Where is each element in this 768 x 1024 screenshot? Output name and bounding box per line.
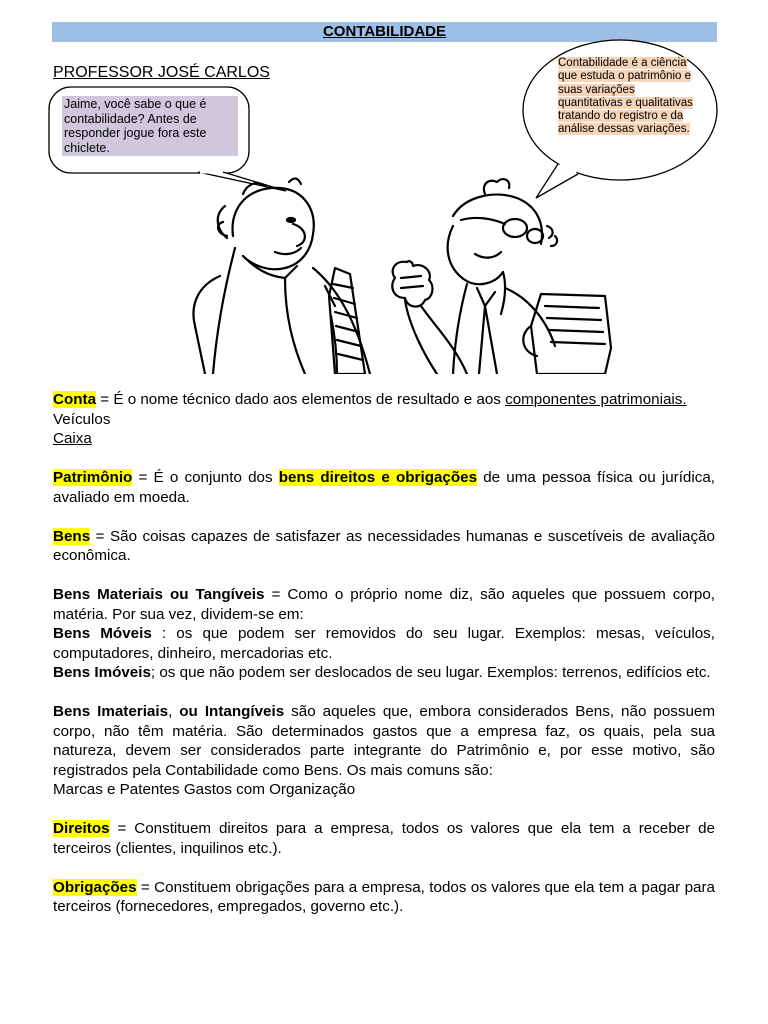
bens-imateriais-paragraph bbox=[53, 702, 715, 780]
obrigacoes-paragraph bbox=[53, 878, 715, 917]
bens-imateriais-examples: Marcas e Patentes Gastos com Organização bbox=[53, 781, 356, 798]
speech-bubble-right bbox=[520, 38, 720, 198]
bubble-right-text bbox=[558, 57, 694, 137]
bens-moveis-paragraph bbox=[53, 624, 715, 663]
bens-text: = São coisas capazes de satisfazer as necessidades humanas e suscetíveis de avaliação econômica. bbox=[53, 527, 715, 564]
direitos-text: = Constituem direitos para a empresa, todos os valores que ela tem a receber de terceiros (clientes, inquilinos etc.). bbox=[53, 820, 715, 857]
conta-example-2: Caixa bbox=[53, 430, 92, 447]
term-bens: Bens bbox=[53, 527, 91, 545]
term-bens-imoveis: Bens Imóveis bbox=[53, 664, 151, 681]
bens-moveis-text: : os que podem ser removidos do seu lugar. Exemplos: mesas, veículos, computadores, dinheiro, mercadorias etc. bbox=[53, 625, 715, 662]
conta-example-1: Veículos bbox=[53, 410, 111, 428]
componentes-patrimoniais-link[interactable]: componentes patrimoniais. bbox=[505, 391, 687, 408]
direitos-paragraph bbox=[53, 819, 715, 858]
page-title: CONTABILIDADE bbox=[322, 23, 447, 40]
term-bens-materiais: Bens Materiais ou Tangíveis bbox=[53, 586, 265, 603]
term-conta: Conta bbox=[53, 391, 97, 408]
term-bens-imateriais: Bens Imateriais bbox=[53, 703, 169, 720]
term-sep: , bbox=[168, 703, 180, 720]
conta-text: = É o nome técnico dado aos elementos de resultado e aos bbox=[96, 391, 506, 408]
patrimonio-paragraph bbox=[53, 468, 715, 507]
content bbox=[53, 390, 715, 917]
bens-materiais-paragraph bbox=[53, 585, 715, 624]
term-bens-moveis: Bens Móveis bbox=[53, 625, 152, 642]
bubble-right-text-highlight: Contabilidade é a ciência que estuda o patrimônio e suas variações quantitativas e qualitativas tratando do registro e da análise dessas variações. bbox=[558, 57, 693, 136]
professor-name: PROFESSOR JOSÉ CARLOS bbox=[53, 64, 270, 81]
speech-bubble-left bbox=[48, 86, 250, 176]
bens-imoveis-paragraph bbox=[53, 663, 715, 683]
term-intangiveis: ou Intangíveis bbox=[179, 703, 285, 720]
obrigacoes-text: = Constituem obrigações para a empresa, todos os valores que ela tem a pagar para terceiros (fornecedores, empregados, governo etc.). bbox=[53, 878, 715, 915]
patrimonio-text-2: de uma pessoa física ou jurídica, avaliado em moeda. bbox=[53, 469, 716, 506]
conta-paragraph bbox=[53, 390, 715, 410]
patrimonio-highlight: bens direitos e obrigações bbox=[278, 469, 478, 486]
bens-materiais-text: = Como o próprio nome diz, são aqueles que possuem corpo, matéria. Por sua vez, dividem-se em: bbox=[53, 586, 715, 623]
two-men-talking-cartoon bbox=[185, 176, 625, 374]
bens-paragraph bbox=[53, 527, 715, 566]
bens-imateriais-text: são aqueles que, embora considerados Bens, não possuem corpo, não têm matéria. São determinados gastos que a empresa faz, os quais, pela sua natureza, devem ser considerados parte integrante do Patrimônio e, por esse motivo, são registrados pela Contabilidade como Bens. Os mais comuns são: bbox=[53, 703, 716, 779]
patrimonio-text-1: = É o conjunto dos bbox=[132, 469, 279, 486]
term-direitos: Direitos bbox=[53, 820, 110, 837]
term-obrigacoes: Obrigações bbox=[53, 878, 137, 896]
bens-imoveis-text: ; os que não podem ser deslocados de seu lugar. Exemplos: terrenos, edifícios etc. bbox=[150, 664, 711, 681]
term-patrimonio: Patrimônio bbox=[53, 469, 133, 486]
bubble-left-text: Jaime, você sabe o que é contabilidade? Antes de responder jogue fora este chiclete. bbox=[62, 96, 238, 156]
